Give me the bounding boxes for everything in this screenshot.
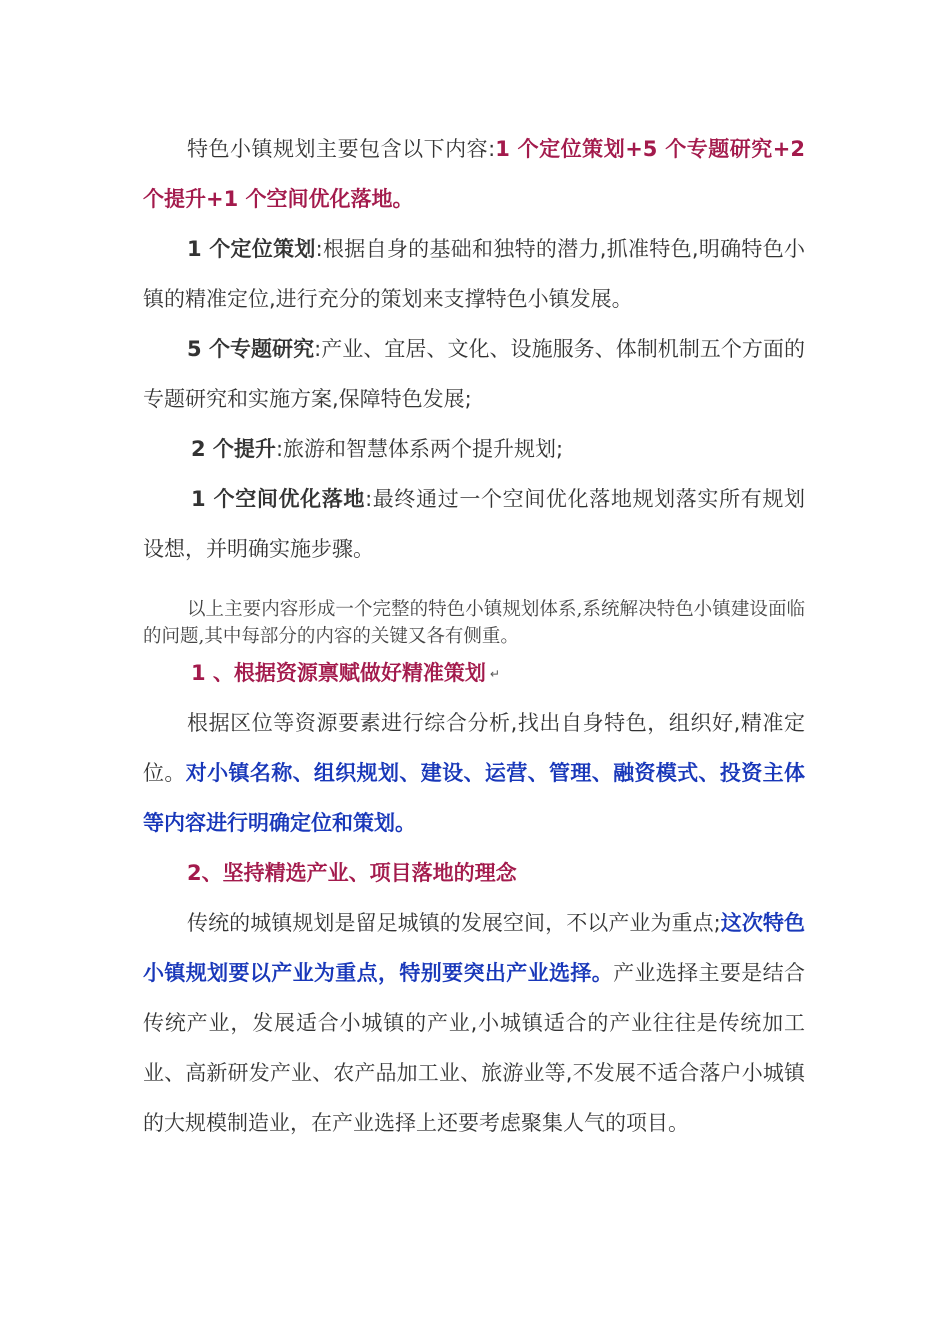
item-positioning-label: 1 个定位策划 (187, 237, 316, 261)
section1-body (143, 698, 805, 848)
item-spatial-label: 1 个空间优化落地 (191, 487, 366, 511)
summary-paragraph: 以上主要内容形成一个完整的特色小镇规划体系,系统解决特色小镇建设面临的问题,其中每部分的内容的关键又各有侧重。 (143, 599, 805, 647)
section1-body-blue: 对小镇名称、组织规划、建设、运营、管理、融资模式、投资主体等内容进行明确定位和策划。 (143, 761, 805, 835)
section2-body (143, 898, 805, 1148)
section2-body-plain2: 产业选择主要是结合传统产业，发展适合小城镇的产业,小城镇适合的产业往往是传统加工业、高新研发产业、农产品加工业、旅游业等,不发展不适合落户小城镇的大规模制造业，在产业选择上还要考虑聚集人气的项目。 (143, 961, 806, 1135)
item-upgrade-label: 2 个提升 (191, 437, 276, 461)
section1-heading-line (143, 648, 805, 699)
item-research-text: :产业、宜居、文化、设施服务、体制机制五个方面的专题研究和实施方案,保障特色发展; (143, 337, 805, 411)
item-upgrade-text: :旅游和智慧体系两个提升规划; (275, 437, 564, 461)
item-upgrade (143, 424, 805, 474)
item-positioning-text: :根据自身的基础和独特的潜力,抓准特色,明确特色小镇的精准定位,进行充分的策划来支撑特色小镇发展。 (143, 237, 805, 311)
section2-heading-line (143, 848, 805, 898)
item-spatial-text: :最终通过一个空间优化落地规划落实所有规划设想，并明确实施步骤。 (143, 487, 805, 561)
item-spatial (143, 474, 805, 574)
section2-body-blue: 这次特色小镇规划要以产业为重点，特别要突出产业选择。 (143, 911, 805, 985)
section1-heading: 1 、根据资源禀赋做好精准策划 (191, 661, 486, 685)
section2-body-plain1: 传统的城镇规划是留足城镇的发展空间，不以产业为重点; (187, 911, 721, 935)
intro-highlight: 1 个定位策划+5 个专题研究+2 个提升+1 个空间优化落地。 (143, 137, 805, 211)
section1-body-plain: 根据区位等资源要素进行综合分析,找出自身特色，组织好,精准定位。 (143, 711, 805, 785)
item-research (143, 324, 805, 424)
paragraph-mark-icon: ↵ (489, 667, 500, 681)
item-positioning (143, 224, 805, 324)
item-research-label: 5 个专题研究 (187, 337, 315, 361)
section2-heading: 2、坚持精选产业、项目落地的理念 (187, 861, 517, 885)
intro-lead: 特色小镇规划主要包含以下内容: (187, 137, 496, 161)
intro-paragraph (143, 124, 805, 224)
